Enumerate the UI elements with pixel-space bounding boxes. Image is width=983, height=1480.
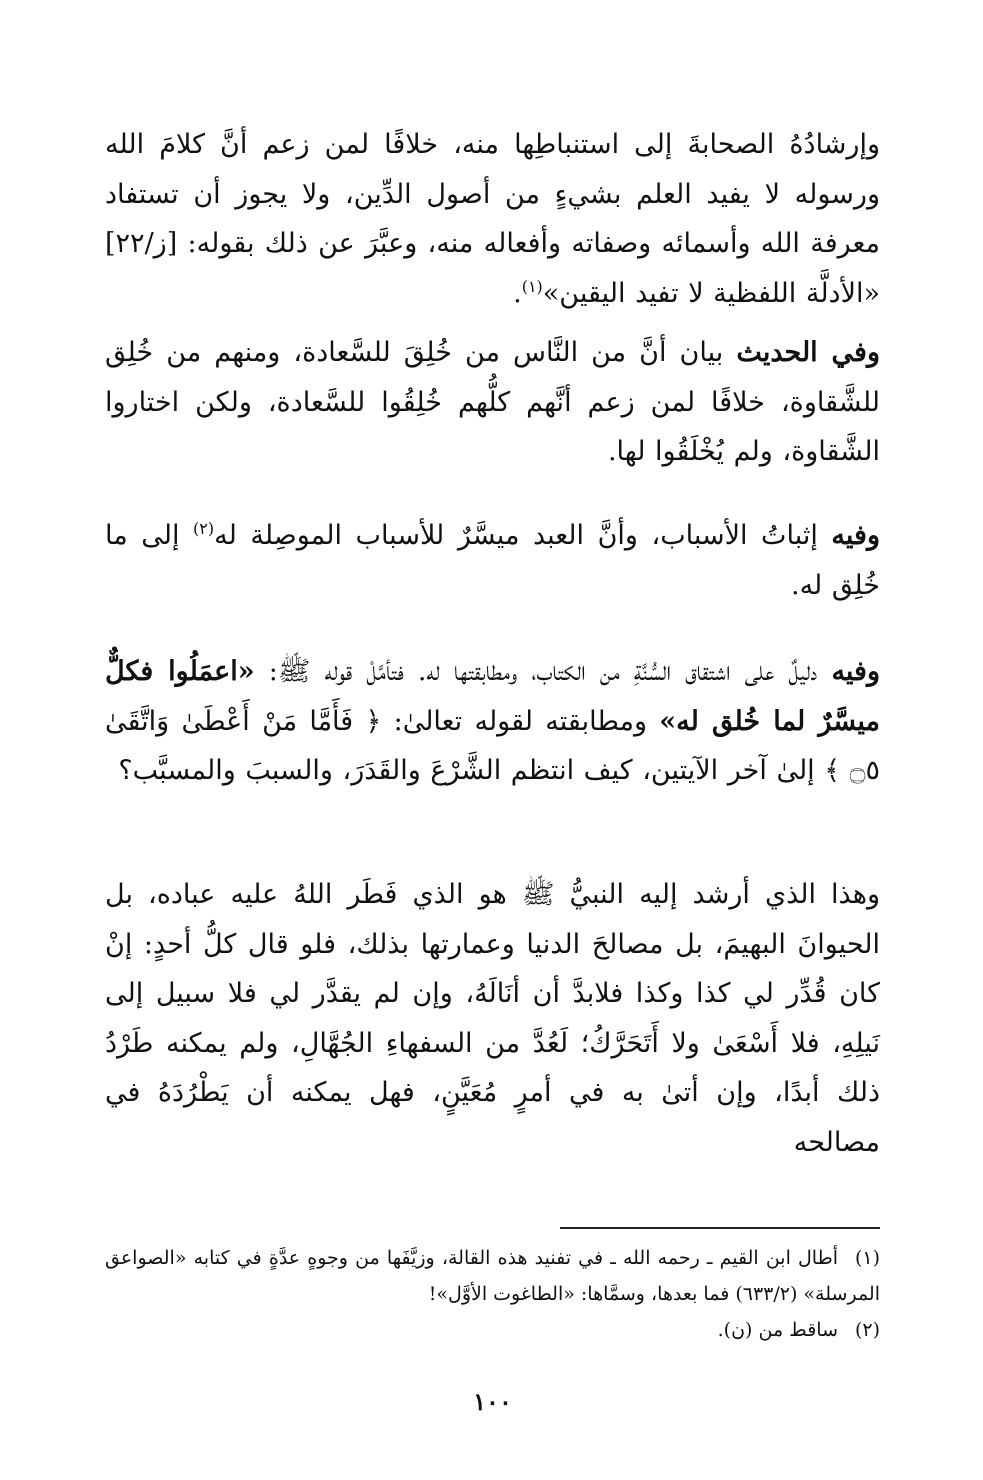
paragraph-4-lead: وفيه [831, 656, 881, 687]
paragraph-3-lead: وفيه [831, 520, 880, 551]
footnote-ref-1[interactable]: (١) [521, 276, 543, 296]
paragraph-1-end: . [513, 277, 522, 309]
paragraph-3-text: إثباتُ الأسباب، وأنَّ العبد ميسَّرٌ للأسباب الموصِلة له [214, 520, 832, 551]
page-number: ١٠٠ [473, 1387, 512, 1416]
footnote-1-text: أطال ابن القيم ـ رحمه الله ـ في تفنيد هذه القالة، وزيَّفَها من وجوهٍ عدَّةٍ في كتابه «الصواعق المرسلة» (٦٣٣/٢) فما بعدها، وسمَّاها: «الطاغوت الأوَّل»! [105, 1247, 880, 1305]
book-page [105, 100, 881, 1416]
paragraph-3-end: إلى ما خُلِق له. [105, 520, 880, 601]
footnotes [105, 1240, 880, 1348]
footnote-separator [560, 1227, 880, 1229]
paragraph-3 [105, 511, 880, 610]
paragraph-2 [105, 328, 880, 477]
footnote-2 [105, 1312, 880, 1348]
paragraph-2-text: بيان أنَّ من النَّاس من خُلِقَ للسَّعادة، ومنهم من خُلِق للشَّقاوة، خلافًا لمن زعم أنَّهم كلُّهم خُلِقُوا للسَّعادة، ولكن اختاروا الشَّقاوة، ولم يُخْلَقُوا لها. [105, 337, 880, 467]
footnote-2-text: ساقط من (ن). [717, 1319, 838, 1341]
paragraph-2-lead: وفي الحديث [736, 337, 880, 368]
footnote-1-number: (١) [854, 1247, 880, 1269]
footnote-ref-2[interactable]: (٢) [193, 519, 215, 538]
paragraph-5 [105, 870, 880, 1167]
paragraph-4-text-1: دليلٌ على اشتقاق السُّنَّةِ من الكتاب، ومطابقتها له. فتأمَّلْ قوله ﷺ: [254, 656, 832, 687]
paragraph-4 [105, 647, 880, 796]
paragraph-5-text: وهذا الذي أرشد إليه النبيُّ ﷺ هو الذي فَطَر اللهُ عليه عباده، بل الحيوانَ البهيمَ، بل مصالحَ الدنيا وعمارتها بذلك، فلو قال كلُّ أحدٍ: إنْ كان قُدِّر لي كذا وكذا فلابدَّ أن أنَالَهُ، وإن لم يقدَّر لي فلا سبيل إلى نَيلِهِ، فلا أَسْعَىٰ ولا أَتَحَرَّكُ؛ لَعُدَّ من السفهاءِ الجُهَّالِ، ولم يمكنه طَرْدُ ذلك أبدًا، وإن أتىٰ به في أمرٍ مُعَيَّنٍ، فهل يمكنه أن يَطْرُدَهُ في مصالحه [105, 879, 880, 1158]
paragraph-1 [105, 120, 880, 318]
paragraph-1-text: وإرشادُهُ الصحابةَ إلى استنباطِها منه، خلافًا لمن زعم أنَّ كلامَ الله ورسوله لا يفيد العلم بشيءٍ من أصول الدِّين، ولا يجوز أن تستفاد معرفة الله وأسمائه وصفاته وأفعاله منه، وعبَّرَ عن ذلك بقوله: [ز/٢٢] «الأدلَّة اللفظية لا تفيد اليقين» [105, 129, 880, 309]
footnote-2-number: (٢) [854, 1319, 880, 1341]
footnote-1 [105, 1240, 880, 1312]
hadith-quote: «اعمَلُوا فكلٌّ ميسَّرٌ لما خُلق له» [105, 656, 880, 737]
paragraph-4-text-2: ومطابقته لقوله تعالىٰ: ﴿ فَأَمَّا مَنْ أَعْطَىٰ وَاتَّقَىٰ ۝٥ ﴾ إلىٰ آخر الآيتين، كيف انتظم الشَّرْعَ والقَدَرَ، والسببَ والمسبَّب؟ [105, 705, 880, 786]
